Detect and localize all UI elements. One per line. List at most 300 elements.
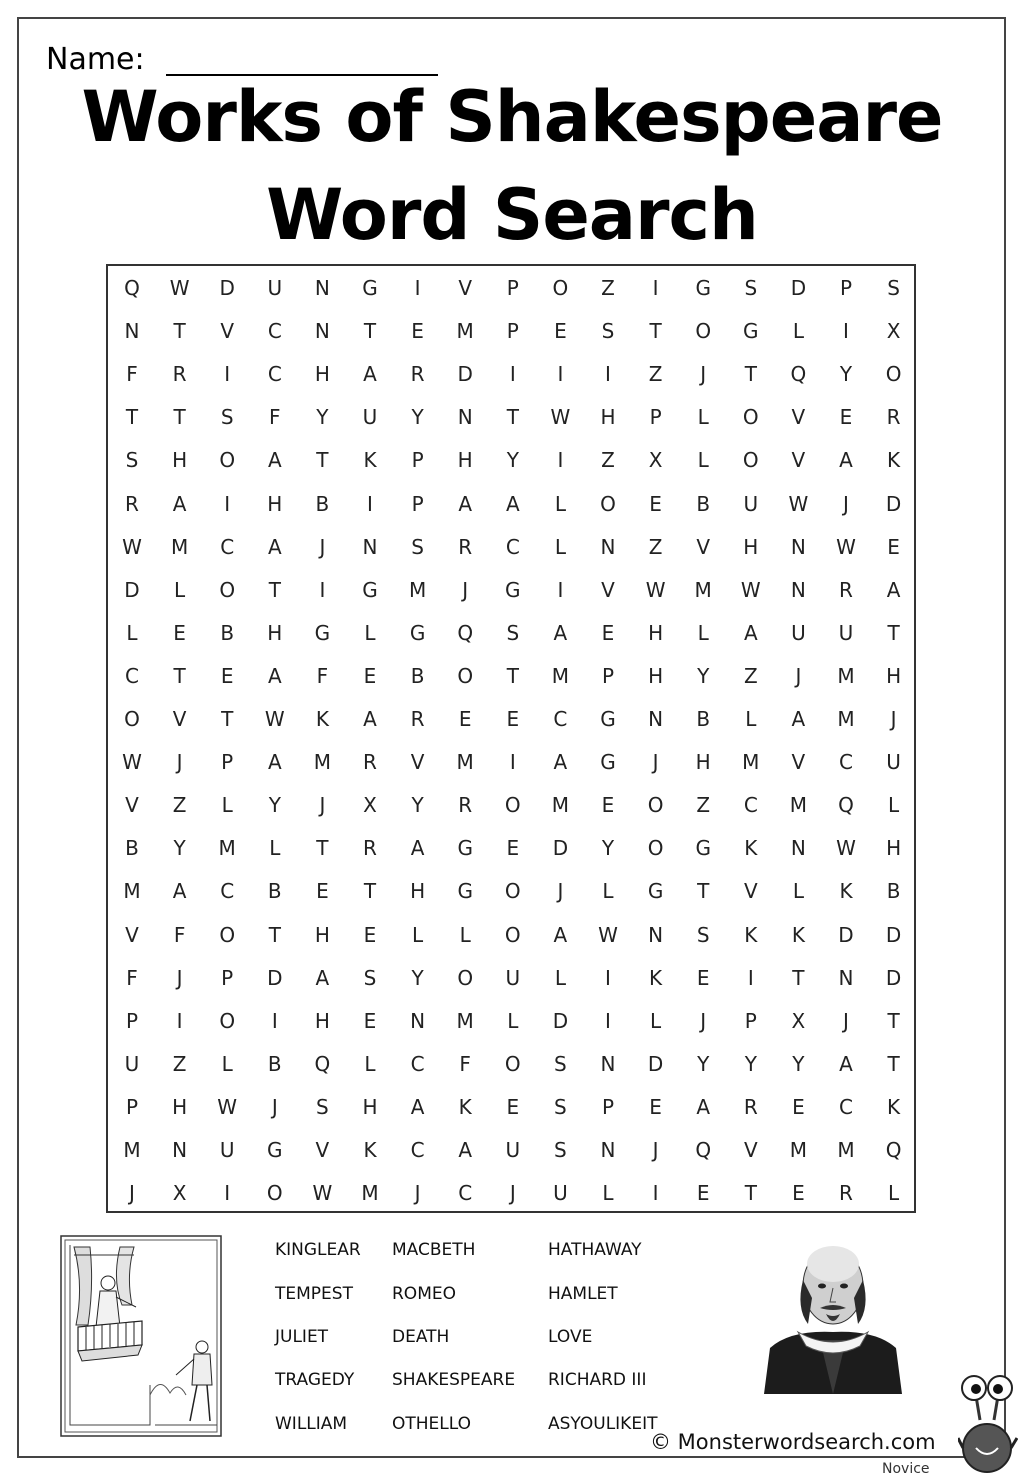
grid-letter[interactable]: K	[363, 448, 377, 473]
grid-letter[interactable]: W	[312, 1181, 333, 1206]
grid-letter[interactable]: M	[123, 1138, 141, 1162]
grid-letter[interactable]: R	[743, 1094, 758, 1119]
grid-letter[interactable]: S	[125, 448, 139, 473]
grid-letter[interactable]: N	[600, 1051, 616, 1076]
grid-letter[interactable]: D	[124, 577, 140, 602]
grid-letter[interactable]: O	[266, 1181, 283, 1206]
grid-letter[interactable]: V	[315, 1138, 330, 1162]
grid-letter[interactable]: F	[316, 663, 329, 688]
grid-letter[interactable]: I	[509, 750, 516, 775]
grid-letter[interactable]: V	[743, 1138, 758, 1162]
grid-letter[interactable]: C	[410, 1138, 425, 1162]
grid-letter[interactable]: E	[601, 793, 615, 818]
grid-letter[interactable]: A	[553, 750, 568, 775]
grid-letter[interactable]: M	[789, 793, 808, 818]
grid-letter[interactable]: M	[456, 1008, 474, 1033]
grid-letter[interactable]: K	[791, 922, 805, 947]
grid-letter[interactable]: N	[362, 534, 378, 559]
grid-letter[interactable]: C	[839, 750, 853, 775]
grid-letter[interactable]: B	[220, 620, 235, 645]
grid-letter[interactable]: L	[602, 879, 614, 904]
grid-letter[interactable]: O	[504, 793, 521, 818]
grid-letter[interactable]: W	[122, 750, 142, 775]
grid-letter[interactable]: O	[600, 491, 616, 516]
grid-letter[interactable]: N	[457, 405, 473, 430]
grid-letter[interactable]: Y	[411, 793, 424, 818]
grid-letter[interactable]: D	[885, 922, 902, 947]
grid-letter[interactable]: I	[652, 1181, 659, 1206]
grid-letter[interactable]: E	[792, 1181, 805, 1206]
grid-letter[interactable]: Y	[601, 836, 615, 861]
grid-letter[interactable]: U	[505, 1138, 521, 1162]
grid-letter[interactable]: N	[410, 1008, 426, 1033]
grid-letter[interactable]: L	[697, 448, 709, 473]
grid-letter[interactable]: W	[836, 534, 856, 559]
grid-letter[interactable]: Y	[268, 793, 281, 818]
grid-letter[interactable]: G	[314, 620, 331, 645]
grid-letter[interactable]: J	[462, 577, 469, 602]
grid-letter[interactable]: W	[264, 707, 285, 731]
grid-letter[interactable]: R	[363, 836, 377, 861]
grid-letter[interactable]: Y	[744, 1051, 757, 1076]
grid-letter[interactable]: S	[506, 620, 520, 645]
grid-letter[interactable]: A	[315, 965, 330, 990]
grid-letter[interactable]: N	[124, 319, 140, 344]
grid-letter[interactable]: P	[506, 319, 519, 344]
grid-letter[interactable]: B	[315, 491, 330, 516]
grid-letter[interactable]: P	[411, 448, 424, 473]
grid-letter[interactable]: J	[652, 1138, 659, 1162]
grid-letter[interactable]: Z	[172, 1051, 187, 1076]
grid-letter[interactable]: Y	[173, 836, 186, 861]
grid-letter[interactable]: N	[600, 1138, 616, 1162]
grid-letter[interactable]: N	[172, 1138, 188, 1162]
grid-letter[interactable]: T	[887, 620, 900, 645]
grid-letter[interactable]: L	[602, 1181, 614, 1206]
grid-letter[interactable]: A	[410, 1094, 425, 1119]
grid-letter[interactable]: D	[552, 1008, 569, 1033]
grid-letter[interactable]: L	[792, 879, 804, 904]
grid-letter[interactable]: Z	[601, 276, 615, 300]
grid-letter[interactable]: E	[554, 319, 567, 344]
grid-letter[interactable]: N	[790, 836, 806, 861]
grid-letter[interactable]: M	[408, 577, 427, 602]
grid-letter[interactable]: E	[363, 922, 377, 947]
grid-letter[interactable]: V	[601, 577, 615, 602]
grid-letter[interactable]: Z	[743, 663, 758, 688]
grid-letter[interactable]: V	[125, 793, 139, 818]
grid-letter[interactable]: S	[696, 922, 710, 947]
grid-letter[interactable]: Y	[506, 448, 519, 473]
grid-letter[interactable]: A	[458, 491, 473, 516]
grid-letter[interactable]: B	[267, 1051, 282, 1076]
grid-letter[interactable]: U	[553, 1181, 568, 1206]
grid-letter[interactable]: W	[169, 276, 190, 300]
grid-letter[interactable]: L	[364, 1051, 376, 1076]
grid-letter[interactable]: M	[551, 793, 570, 818]
grid-letter[interactable]: O	[219, 1008, 236, 1033]
grid-letter[interactable]: H	[314, 922, 330, 947]
grid-letter[interactable]: S	[554, 1094, 567, 1119]
grid-letter[interactable]: Q	[790, 362, 807, 387]
grid-letter[interactable]: A	[363, 362, 377, 387]
grid-letter[interactable]: H	[267, 620, 283, 645]
grid-letter[interactable]: J	[129, 1181, 135, 1206]
grid-letter[interactable]: U	[124, 1051, 140, 1076]
grid-letter[interactable]: Y	[839, 362, 853, 387]
grid-letter[interactable]: O	[457, 663, 474, 688]
grid-letter[interactable]: K	[839, 879, 853, 904]
grid-letter[interactable]: O	[124, 707, 140, 731]
grid-letter[interactable]: Y	[411, 405, 424, 430]
grid-letter[interactable]: N	[838, 965, 854, 990]
grid-letter[interactable]: R	[458, 534, 473, 559]
grid-letter[interactable]: T	[649, 319, 662, 344]
grid-letter[interactable]: D	[885, 965, 902, 990]
grid-letter[interactable]: D	[647, 1051, 664, 1076]
grid-letter[interactable]: T	[221, 707, 234, 731]
grid-letter[interactable]: I	[652, 276, 659, 300]
grid-letter[interactable]: L	[745, 707, 757, 731]
grid-letter[interactable]: H	[648, 663, 664, 688]
grid-letter[interactable]: G	[267, 1138, 283, 1162]
grid-letter[interactable]: N	[648, 707, 664, 731]
grid-letter[interactable]: M	[123, 879, 141, 904]
grid-letter[interactable]: O	[647, 836, 664, 861]
grid-letter[interactable]: J	[176, 750, 183, 775]
grid-letter[interactable]: V	[125, 922, 139, 947]
grid-letter[interactable]: E	[458, 707, 472, 731]
grid-letter[interactable]: L	[126, 620, 138, 645]
grid-letter[interactable]: I	[224, 362, 231, 387]
grid-letter[interactable]: E	[649, 491, 662, 516]
grid-letter[interactable]: L	[174, 577, 186, 602]
grid-letter[interactable]: I	[367, 491, 373, 516]
grid-letter[interactable]: J	[700, 362, 707, 387]
grid-letter[interactable]: U	[362, 405, 378, 430]
grid-letter[interactable]: A	[267, 448, 282, 473]
grid-letter[interactable]: S	[744, 276, 758, 300]
grid-letter[interactable]: Z	[648, 534, 663, 559]
grid-letter[interactable]: O	[552, 276, 569, 300]
grid-letter[interactable]: M	[456, 750, 474, 775]
grid-letter[interactable]: B	[410, 663, 425, 688]
grid-letter[interactable]: E	[411, 319, 424, 344]
grid-letter[interactable]: J	[843, 1008, 849, 1033]
grid-letter[interactable]: S	[554, 1051, 567, 1076]
grid-letter[interactable]: U	[505, 965, 521, 990]
grid-letter[interactable]: M	[551, 663, 570, 688]
grid-letter[interactable]: T	[173, 319, 186, 344]
grid-letter[interactable]: O	[219, 448, 236, 473]
grid-letter[interactable]: W	[645, 577, 666, 602]
grid-letter[interactable]: A	[267, 750, 282, 775]
grid-letter[interactable]: M	[361, 1181, 379, 1206]
grid-letter[interactable]: O	[504, 922, 521, 947]
grid-letter[interactable]: N	[314, 276, 330, 300]
grid-letter[interactable]: H	[695, 750, 711, 775]
grid-letter[interactable]: V	[696, 534, 711, 559]
grid-letter[interactable]: T	[697, 879, 710, 904]
grid-letter[interactable]: T	[887, 1051, 900, 1076]
grid-letter[interactable]: D	[219, 276, 235, 300]
grid-letter[interactable]: A	[267, 534, 282, 559]
grid-letter[interactable]: J	[700, 1008, 707, 1033]
grid-letter[interactable]: O	[504, 879, 521, 904]
grid-letter[interactable]: U	[219, 1138, 235, 1162]
grid-letter[interactable]: O	[647, 793, 664, 818]
grid-letter[interactable]: G	[362, 276, 378, 300]
grid-letter[interactable]: H	[267, 491, 283, 516]
grid-letter[interactable]: H	[648, 620, 664, 645]
grid-letter[interactable]: W	[122, 534, 142, 559]
grid-letter[interactable]: P	[649, 405, 662, 430]
grid-letter[interactable]: E	[792, 1094, 805, 1119]
grid-letter[interactable]: A	[553, 922, 568, 947]
grid-letter[interactable]: C	[839, 1094, 853, 1119]
grid-letter[interactable]: I	[271, 1008, 278, 1033]
grid-letter[interactable]: G	[647, 879, 664, 904]
grid-letter[interactable]: A	[410, 836, 425, 861]
grid-letter[interactable]: S	[887, 276, 900, 300]
grid-letter[interactable]: M	[170, 534, 189, 559]
grid-letter[interactable]: O	[695, 319, 712, 344]
grid-letter[interactable]: R	[839, 577, 853, 602]
grid-letter[interactable]: G	[695, 836, 711, 861]
grid-letter[interactable]: I	[605, 965, 611, 990]
grid-letter[interactable]: O	[457, 965, 474, 990]
grid-letter[interactable]: A	[267, 663, 282, 688]
grid-letter[interactable]: E	[173, 620, 186, 645]
grid-letter[interactable]: P	[221, 750, 234, 775]
grid-letter[interactable]: V	[743, 879, 758, 904]
grid-letter[interactable]: H	[172, 448, 188, 473]
grid-letter[interactable]: O	[504, 1051, 521, 1076]
grid-letter[interactable]: P	[125, 1094, 139, 1119]
grid-letter[interactable]: U	[838, 620, 854, 645]
grid-letter[interactable]: B	[696, 707, 711, 731]
grid-letter[interactable]: E	[506, 1094, 520, 1119]
grid-letter[interactable]: O	[885, 362, 902, 387]
grid-letter[interactable]: V	[410, 750, 425, 775]
grid-letter[interactable]: L	[459, 922, 471, 947]
grid-letter[interactable]: J	[509, 1181, 516, 1206]
grid-letter[interactable]: T	[744, 362, 757, 387]
grid-letter[interactable]: G	[409, 620, 426, 645]
grid-letter[interactable]: F	[126, 362, 138, 387]
grid-letter[interactable]: I	[224, 491, 231, 516]
grid-letter[interactable]: M	[694, 577, 712, 602]
grid-letter[interactable]: W	[836, 836, 856, 861]
grid-letter[interactable]: L	[269, 836, 281, 861]
grid-letter[interactable]: U	[267, 276, 283, 300]
grid-letter[interactable]: J	[890, 707, 897, 731]
grid-letter[interactable]: Q	[124, 276, 140, 300]
grid-letter[interactable]: V	[172, 707, 187, 731]
grid-letter[interactable]: L	[554, 965, 566, 990]
grid-letter[interactable]: J	[176, 965, 183, 990]
grid-letter[interactable]: C	[743, 793, 758, 818]
grid-letter[interactable]: H	[410, 879, 426, 904]
grid-letter[interactable]: K	[887, 1094, 901, 1119]
grid-letter[interactable]: O	[219, 577, 236, 602]
grid-letter[interactable]: G	[695, 276, 711, 300]
grid-letter[interactable]: T	[316, 836, 329, 861]
grid-letter[interactable]: I	[557, 448, 564, 473]
grid-letter[interactable]: A	[172, 879, 187, 904]
grid-letter[interactable]: N	[648, 922, 664, 947]
grid-letter[interactable]: P	[744, 1008, 757, 1033]
grid-letter[interactable]: V	[791, 448, 806, 473]
grid-letter[interactable]: O	[742, 448, 759, 473]
grid-letter[interactable]: T	[363, 319, 377, 344]
grid-letter[interactable]: L	[221, 1051, 233, 1076]
grid-letter[interactable]: H	[457, 448, 473, 473]
grid-letter[interactable]: M	[837, 1138, 855, 1162]
grid-letter[interactable]: P	[125, 1008, 139, 1033]
grid-letter[interactable]: U	[743, 491, 759, 516]
grid-letter[interactable]: K	[649, 965, 663, 990]
grid-letter[interactable]: N	[790, 577, 806, 602]
grid-letter[interactable]: F	[269, 405, 281, 430]
grid-letter[interactable]: L	[888, 1181, 900, 1206]
grid-letter[interactable]: W	[788, 491, 809, 516]
grid-letter[interactable]: C	[125, 663, 139, 688]
grid-letter[interactable]: I	[176, 1008, 183, 1033]
grid-letter[interactable]: A	[505, 491, 520, 516]
grid-letter[interactable]: K	[744, 922, 758, 947]
grid-letter[interactable]: P	[839, 276, 853, 300]
grid-letter[interactable]: I	[509, 362, 516, 387]
grid-letter[interactable]: W	[217, 1094, 238, 1119]
grid-letter[interactable]: B	[696, 491, 711, 516]
grid-letter[interactable]: J	[319, 793, 326, 818]
grid-letter[interactable]: E	[220, 663, 234, 688]
grid-letter[interactable]: J	[652, 750, 659, 775]
grid-letter[interactable]: H	[314, 362, 330, 387]
grid-letter[interactable]: I	[414, 276, 421, 300]
grid-letter[interactable]: E	[363, 1008, 377, 1033]
grid-letter[interactable]: Y	[697, 663, 710, 688]
grid-letter[interactable]: R	[886, 405, 901, 430]
grid-letter[interactable]: S	[411, 534, 424, 559]
grid-letter[interactable]: P	[411, 491, 424, 516]
grid-letter[interactable]: D	[267, 965, 283, 990]
grid-letter[interactable]: L	[650, 1008, 662, 1033]
grid-letter[interactable]: C	[220, 879, 235, 904]
grid-letter[interactable]: A	[791, 707, 806, 731]
grid-letter[interactable]: L	[412, 922, 424, 947]
grid-letter[interactable]: C	[267, 362, 282, 387]
grid-letter[interactable]: R	[363, 750, 377, 775]
grid-letter[interactable]: N	[314, 319, 330, 344]
grid-letter[interactable]: M	[313, 750, 332, 775]
grid-letter[interactable]: L	[697, 620, 709, 645]
grid-letter[interactable]: I	[843, 319, 849, 344]
grid-letter[interactable]: A	[696, 1094, 711, 1119]
grid-letter[interactable]: O	[742, 405, 759, 430]
grid-letter[interactable]: N	[790, 534, 806, 559]
grid-letter[interactable]: G	[600, 707, 616, 731]
grid-letter[interactable]: T	[363, 879, 377, 904]
grid-letter[interactable]: Q	[314, 1051, 331, 1076]
grid-letter[interactable]: S	[554, 1138, 567, 1162]
grid-letter[interactable]: R	[458, 793, 473, 818]
grid-letter[interactable]: B	[886, 879, 901, 904]
grid-letter[interactable]: J	[271, 1094, 278, 1119]
grid-letter[interactable]: A	[839, 1051, 853, 1076]
grid-letter[interactable]: R	[410, 362, 425, 387]
grid-letter[interactable]: F	[126, 965, 138, 990]
grid-letter[interactable]: E	[887, 534, 900, 559]
grid-letter[interactable]: R	[172, 362, 187, 387]
grid-letter[interactable]: D	[838, 922, 854, 947]
grid-letter[interactable]: H	[600, 405, 616, 430]
grid-letter[interactable]: L	[554, 491, 566, 516]
grid-letter[interactable]: Q	[838, 793, 854, 818]
grid-letter[interactable]: H	[886, 663, 902, 688]
grid-letter[interactable]: E	[506, 836, 520, 861]
grid-letter[interactable]: G	[743, 319, 759, 344]
grid-letter[interactable]: W	[598, 922, 618, 947]
grid-letter[interactable]: D	[552, 836, 569, 861]
grid-letter[interactable]: Q	[695, 1138, 712, 1162]
grid-letter[interactable]: O	[219, 922, 236, 947]
grid-letter[interactable]: A	[743, 620, 758, 645]
grid-letter[interactable]: K	[458, 1094, 472, 1119]
grid-letter[interactable]: J	[557, 879, 564, 904]
grid-letter[interactable]: J	[319, 534, 326, 559]
grid-letter[interactable]: G	[457, 879, 473, 904]
grid-letter[interactable]: G	[457, 836, 473, 861]
grid-letter[interactable]: M	[837, 663, 855, 688]
grid-letter[interactable]: Z	[172, 793, 187, 818]
grid-letter[interactable]: E	[696, 965, 710, 990]
grid-letter[interactable]: L	[221, 793, 233, 818]
grid-letter[interactable]: C	[410, 1051, 425, 1076]
grid-letter[interactable]: V	[791, 405, 806, 430]
grid-letter[interactable]: M	[218, 836, 236, 861]
grid-letter[interactable]: T	[125, 405, 139, 430]
grid-letter[interactable]: C	[553, 707, 568, 731]
grid-letter[interactable]: P	[601, 1094, 615, 1119]
grid-letter[interactable]: T	[792, 965, 805, 990]
grid-letter[interactable]: L	[507, 1008, 519, 1033]
grid-letter[interactable]: E	[316, 879, 329, 904]
grid-letter[interactable]: L	[792, 319, 804, 344]
grid-letter[interactable]: M	[837, 707, 855, 731]
grid-letter[interactable]: I	[605, 1008, 611, 1033]
grid-letter[interactable]: F	[459, 1051, 471, 1076]
grid-letter[interactable]: G	[600, 750, 616, 775]
grid-letter[interactable]: C	[267, 319, 282, 344]
grid-letter[interactable]: E	[696, 1181, 710, 1206]
grid-letter[interactable]: Y	[316, 405, 329, 430]
grid-letter[interactable]: Q	[885, 1138, 902, 1162]
grid-letter[interactable]: H	[886, 836, 902, 861]
grid-letter[interactable]: L	[364, 620, 376, 645]
grid-letter[interactable]: S	[316, 1094, 329, 1119]
grid-letter[interactable]: V	[458, 276, 473, 300]
grid-letter[interactable]: T	[268, 922, 281, 947]
grid-letter[interactable]: A	[553, 620, 568, 645]
grid-letter[interactable]: W	[550, 405, 571, 430]
grid-letter[interactable]: X	[886, 319, 901, 344]
grid-letter[interactable]: F	[173, 922, 186, 947]
grid-letter[interactable]: I	[747, 965, 754, 990]
grid-letter[interactable]: I	[605, 362, 611, 387]
grid-letter[interactable]: L	[697, 405, 709, 430]
